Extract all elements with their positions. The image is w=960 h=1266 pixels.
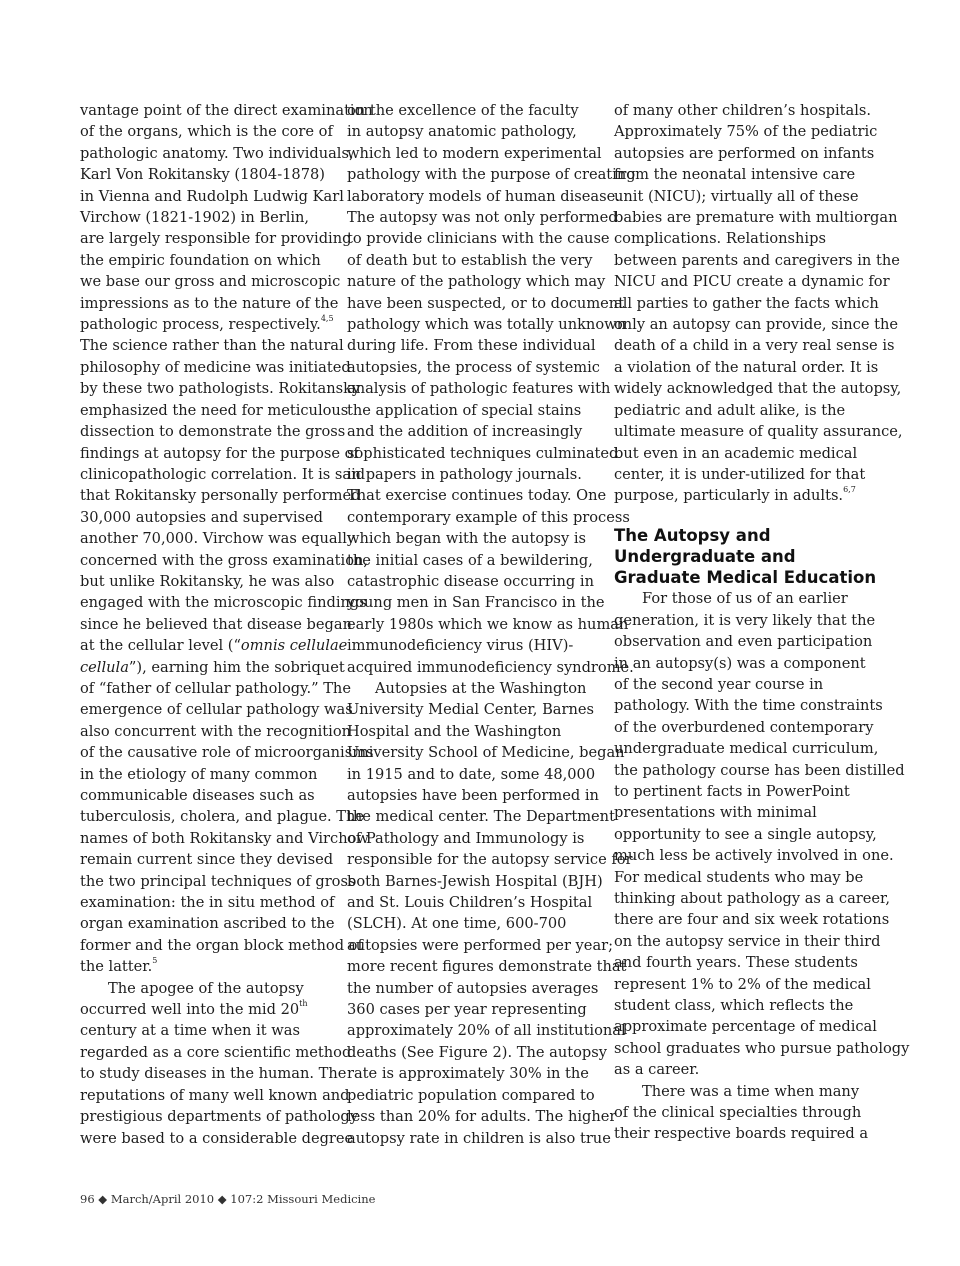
paragraph-continuation [80, 999, 358, 1149]
text-line: immunodeficiency virus (HIV)- [347, 637, 574, 655]
text-line: dissection to demonstrate the gross [80, 423, 346, 441]
text-line: pediatric and adult alike, is the [614, 401, 846, 419]
text-line: regarded as a core scientific method [80, 1043, 352, 1061]
text-line: early 1980s which we know as human [347, 615, 629, 633]
text-line: communicable diseases such as [80, 787, 315, 804]
text-fragment: the latter. [80, 958, 153, 976]
text-line: remain current since they devised [80, 851, 334, 869]
text-line: of “father of cellular pathology.” The [80, 679, 351, 697]
text-line: on the autopsy service in their third [614, 932, 881, 950]
issue-date: March/April 2010 [110, 1192, 215, 1206]
text-line: school graduates who pursue pathology [614, 1039, 910, 1057]
text-line: were based to a considerable degree [80, 1129, 354, 1147]
text-line: laboratory models of human disease. [347, 187, 620, 205]
text-line: deaths (See Figure 2). The autopsy [347, 1043, 607, 1061]
text-line: For medical students who may be [614, 868, 864, 886]
text-line: the initial cases of a bewildering, [347, 551, 593, 569]
text-line: examination: the in situ method of [80, 894, 335, 912]
text-line: of the causative role of microorganisms [80, 744, 374, 762]
text-line: University Medial Center, Barnes [347, 701, 595, 719]
text-line: vantage point of the direct examination [80, 102, 373, 119]
text-line: reputations of many well known and [80, 1086, 350, 1104]
text-line: The autopsy was not only performed [347, 209, 618, 227]
section-heading [614, 525, 877, 589]
text-line: Hospital and the Washington [347, 722, 562, 740]
page-footer [80, 1192, 375, 1206]
text-line: of many other children’s hospitals. [614, 102, 872, 119]
text-line: 30,000 autopsies and supervised [80, 508, 324, 526]
text-line: Autopsies at the Washington [375, 679, 587, 697]
text-line: emphasized the need for meticulous [80, 401, 349, 419]
text-line: and St. Louis Children’s Hospital [347, 894, 593, 912]
text-column-2 [347, 100, 636, 1149]
heading-line: Graduate Medical Education [614, 568, 877, 588]
text-line: concerned with the gross examination, [80, 551, 369, 569]
text-line: all parties to gather the facts which [614, 294, 879, 312]
text-line: autopsies are performed on infants [614, 144, 875, 162]
text-line: autopsies, the process of systemic [347, 358, 600, 376]
text-line: engaged with the microscopic findings [80, 594, 367, 612]
text-line: prestigious departments of pathology [80, 1108, 358, 1126]
text-line [80, 635, 348, 656]
text-line: ultimate measure of quality assurance, [614, 423, 903, 441]
text-line: to study diseases in the human. The [80, 1065, 347, 1083]
paragraph-continuation [347, 699, 633, 1149]
text-line: 360 cases per year representing [347, 1001, 587, 1019]
text-line: much less be actively involved in one. [614, 847, 894, 865]
text-line: as a career. [614, 1061, 700, 1079]
text-line: University School of Medicine, began [347, 744, 625, 762]
text-line: the medical center. The Department [347, 808, 615, 826]
text-line: For those of us of an earlier [642, 590, 848, 608]
text-line: former and the organ block method of [80, 936, 363, 954]
text-line: of the overburdened contemporary [614, 718, 874, 736]
text-line: sophisticated techniques culminated [347, 444, 619, 462]
text-line: philosophy of medicine was initiated [80, 358, 351, 376]
text-line: that Rokitansky personally performed [80, 487, 361, 505]
text-line: The apogee of the autopsy [108, 979, 304, 997]
text-line: findings at autopsy for the purpose of [80, 444, 359, 462]
text-line: tuberculosis, cholera, and plague. The [80, 808, 365, 826]
diamond-separator-icon: ◆ [217, 1192, 227, 1206]
text-line: opportunity to see a single autopsy, [614, 825, 877, 843]
text-line: but unlike Rokitansky, he was also [80, 572, 335, 590]
text-line: Karl Von Rokitansky (1804-1878) [80, 166, 325, 184]
text-fragment: at the cellular level (“ [80, 637, 241, 655]
ordinal-superscript: th [299, 999, 308, 1009]
text-line: between parents and caregivers in the [614, 251, 900, 269]
paragraph [614, 588, 866, 609]
text-line: have been suspected, or to document [347, 294, 625, 312]
text-line: represent 1% to 2% of the medical [614, 975, 871, 993]
text-line: Virchow (1821-1902) in Berlin, [80, 209, 310, 227]
text-line: complications. Relationships [614, 230, 826, 248]
text-fragment: purpose, particularly in adults. [614, 487, 844, 505]
paragraph-continuation [614, 610, 910, 1081]
text-line: clinicopathologic correlation. It is said [80, 465, 366, 483]
text-line: contemporary example of this process [347, 508, 630, 526]
text-line: Approximately 75% of the pediatric [614, 123, 878, 141]
paragraph [347, 678, 599, 699]
text-line: from the neonatal intensive care [614, 166, 856, 184]
text-line: of death but to establish the very [347, 251, 593, 269]
text-line: (SLCH). At one time, 600-700 [347, 915, 567, 933]
text-line: of the organs, which is the core of [80, 123, 333, 141]
text-line: approximately 20% of all institutional [347, 1022, 626, 1040]
text-line: catastrophic disease occurring in [347, 572, 594, 590]
text-line: only an autopsy can provide, since the [614, 316, 899, 334]
text-line: to provide clinicians with the cause [347, 230, 610, 248]
text-line: responsible for the autopsy service for [347, 851, 633, 869]
text-column-1 [80, 100, 374, 1149]
text-line: since he believed that disease began [80, 615, 352, 633]
text-line: widely acknowledged that the autopsy, [614, 380, 902, 398]
text-line: in 1915 and to date, some 48,000 [347, 765, 596, 783]
text-line: another 70,000. Virchow was equally [80, 530, 356, 548]
text-line [80, 314, 332, 335]
text-line: organ examination ascribed to the [80, 915, 335, 933]
text-line: both Barnes-Jewish Hospital (BJH) [347, 872, 603, 890]
text-line: of Pathology and Immunology is [347, 829, 585, 847]
text-line: unit (NICU); virtually all of these [614, 187, 859, 205]
heading-line: The Autopsy and [614, 525, 771, 545]
text-line: the empiric foundation on which [80, 251, 321, 269]
text-line: NICU and PICU create a dynamic for [614, 273, 890, 291]
text-line [614, 485, 866, 506]
text-line: in the etiology of many common [80, 765, 318, 783]
text-line: observation and even participation [614, 633, 873, 651]
text-line: the application of special stains [347, 401, 582, 419]
text-line: to pertinent facts in PowerPoint [614, 782, 850, 800]
text-line: we base our gross and microscopic [80, 273, 341, 291]
heading-line: Undergraduate and [614, 546, 796, 566]
text-line: pathology which was totally unknown [347, 316, 627, 334]
text-line: autopsies have been performed in [347, 787, 599, 804]
text-line: which began with the autopsy is [347, 530, 587, 548]
text-line: undergraduate medical curriculum, [614, 740, 879, 758]
text-line: in an autopsy(s) was a component [614, 654, 866, 672]
text-line: impressions as to the nature of the [80, 294, 339, 312]
text-line: That exercise continues today. One [347, 487, 607, 505]
paragraph-continuation [614, 1102, 869, 1145]
text-line: rate is approximately 30% in the [347, 1065, 589, 1083]
text-line: century at a time when it was [80, 1022, 300, 1040]
citation-superscript: 4,5 [320, 314, 334, 324]
paragraph [80, 978, 332, 999]
text-fragment: pathologic process, respectively. [80, 316, 321, 334]
text-line: There was a time when many [642, 1082, 860, 1100]
text-line: of the second year course in [614, 675, 824, 693]
text-line: presentations with minimal [614, 804, 817, 822]
text-line: autopsy rate in children is also true [347, 1129, 611, 1147]
text-line: babies are premature with multiorgan [614, 209, 898, 227]
paragraph [347, 100, 636, 678]
text-line: on the excellence of the faculty [347, 102, 579, 119]
paragraph [614, 100, 903, 507]
text-line: the pathology course has been distilled [614, 761, 905, 779]
text-column-3 [614, 100, 910, 1145]
text-line: generation, it is very likely that the [614, 611, 876, 629]
text-line: their respective boards required a [614, 1125, 869, 1143]
text-line: pathology with the purpose of creating [347, 166, 636, 184]
text-line: the two principal techniques of gross [80, 872, 356, 890]
text-line: pediatric population compared to [347, 1086, 595, 1104]
text-line: names of both Rokitansky and Virchow [80, 829, 369, 847]
citation-superscript: 6,7 [843, 485, 856, 495]
text-line: and the addition of increasingly [347, 423, 583, 441]
text-line: death of a child in a very real sense is [614, 337, 895, 355]
text-line: analysis of pathologic features with [347, 380, 611, 398]
text-line: acquired immunodeficiency syndrome. [347, 658, 634, 676]
text-line: autopsies were performed per year; [347, 936, 614, 954]
text-line: nature of the pathology which may [347, 273, 606, 291]
text-line: and fourth years. These students [614, 954, 858, 972]
text-line: but even in an academic medical [614, 444, 858, 462]
text-line: more recent figures demonstrate that [347, 958, 627, 976]
text-fragment: ”), earning him the sobriquet [128, 658, 345, 676]
text-line: a violation of the natural order. It is [614, 358, 879, 376]
text-line: center, it is under-utilized for that [614, 465, 866, 483]
text-line: in papers in pathology journals. [347, 465, 582, 483]
text-line: student class, which reflects the [614, 997, 854, 1015]
text-line [80, 999, 332, 1020]
text-line: thinking about pathology as a career, [614, 890, 891, 908]
citation-superscript: 5 [152, 956, 158, 966]
text-line: in autopsy anatomic pathology, [347, 123, 577, 141]
text-line [80, 956, 332, 977]
text-line: the number of autopsies averages [347, 979, 599, 997]
text-line: emergence of cellular pathology was [80, 701, 353, 719]
latin-term: cellula [80, 658, 129, 676]
paragraph [80, 100, 374, 978]
text-line: young men in San Francisco in the [347, 594, 605, 612]
text-line: less than 20% for adults. The higher [347, 1108, 617, 1126]
text-line: The science rather than the natural [80, 337, 344, 355]
text-line: are largely responsible for providing [80, 230, 352, 248]
text-line: of the clinical specialties through [614, 1104, 862, 1122]
text-line: there are four and six week rotations [614, 911, 890, 929]
paragraph [614, 1081, 866, 1102]
text-line: pathologic anatomy. Two individuals, [80, 144, 354, 162]
text-line: approximate percentage of medical [614, 1018, 877, 1036]
latin-term: omnis cellulae [240, 637, 348, 655]
text-line: in Vienna and Rudolph Ludwig Karl [80, 187, 344, 205]
text-line: pathology. With the time constraints [614, 697, 883, 715]
text-line: which led to modern experimental [347, 144, 602, 162]
page-number: 96 [80, 1192, 95, 1206]
text-line: during life. From these individual [347, 337, 596, 355]
text-line: also concurrent with the recognition [80, 722, 352, 740]
text-line: by these two pathologists. Rokitansky [80, 380, 361, 398]
text-fragment: occurred well into the mid 20 [80, 1001, 300, 1019]
text-line [80, 657, 345, 678]
journal-volume: 107:2 Missouri Medicine [230, 1192, 376, 1206]
diamond-separator-icon: ◆ [98, 1192, 108, 1206]
